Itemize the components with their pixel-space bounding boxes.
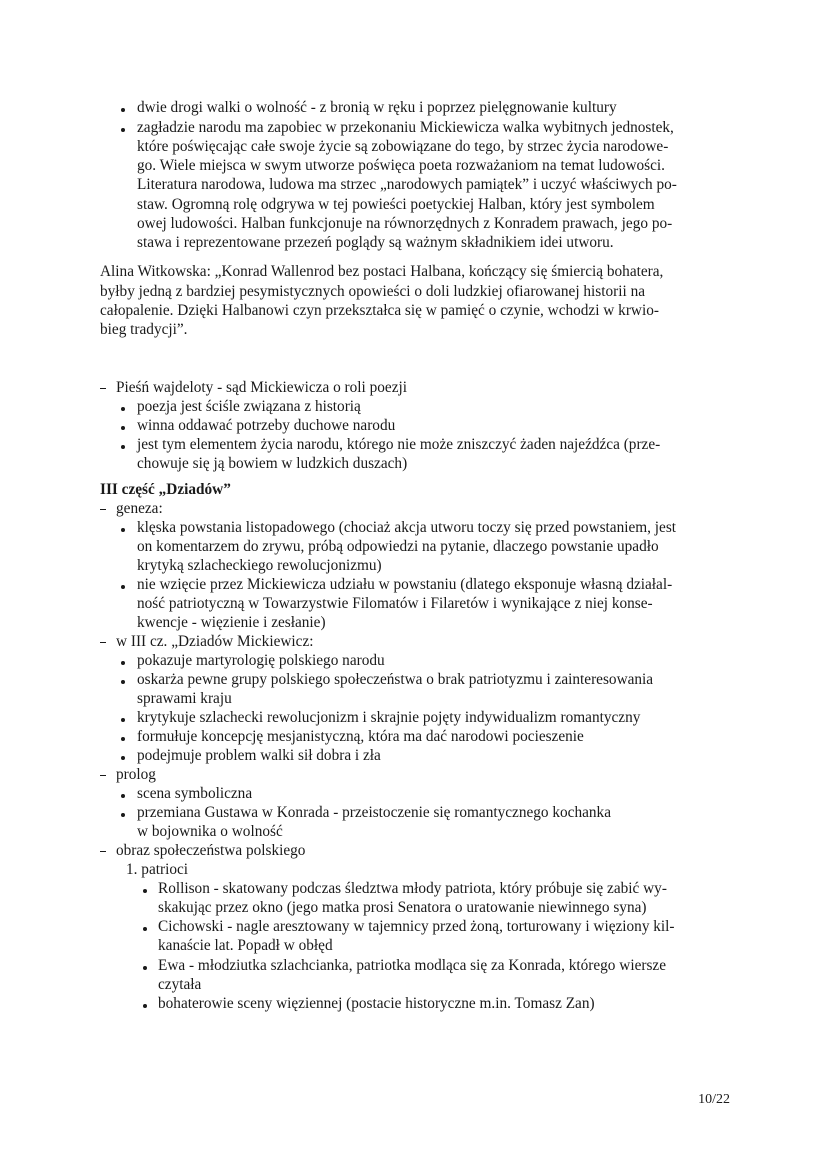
text-line: skakując przez okno (jego matka prosi Senatora o uratowanie niewinnego syna)	[158, 899, 647, 916]
bullet-icon	[121, 108, 125, 112]
text-line: Ewa - młodziutka szlachcianka, patriotka modląca się za Konrada, którego wiersze	[158, 957, 666, 974]
dash-icon	[100, 775, 106, 776]
text-line: scena symboliczna	[137, 785, 253, 802]
text-line: sprawami kraju	[137, 690, 232, 707]
text-line: ność patriotyczną w Towarzystwie Filomatów i Filaretów i wynikające z niej konse-	[137, 595, 653, 612]
text-line: prolog	[116, 766, 156, 783]
text-line: nie wzięcie przez Mickiewicza udziału w powstaniu (dlatego eksponuje własną działal-	[137, 576, 673, 593]
numbered-item: 1. patrioci	[126, 861, 189, 878]
text-line: geneza:	[116, 500, 163, 517]
bullet-icon	[143, 889, 147, 893]
text-line: Pieśń wajdeloty - sąd Mickiewicza o roli poezji	[116, 379, 407, 396]
text-line: chowuje się ją bowiem w ludzkich duszach)	[137, 455, 408, 472]
quote-line: Alina Witkowska: „Konrad Wallenrod bez postaci Halbana, kończący się śmiercią bohatera,	[100, 263, 664, 280]
bullet-icon	[121, 756, 125, 760]
text-line: kwencje - więzienie i zesłanie)	[137, 614, 326, 631]
text-line: zagładzie narodu ma zapobiec w przekonaniu Mickiewicza walka wybitnych jednostek,	[137, 119, 674, 136]
dash-icon	[100, 642, 106, 643]
text-line: Literatura narodowa, ludowa ma strzec „narodowych pamiątek” i uczyć właściwych po-	[137, 176, 677, 193]
text-line: w III cz. „Dziadów Mickiewicz:	[116, 633, 314, 650]
bullet-icon	[121, 718, 125, 722]
text-line: krytyką szlacheckiego rewolucjonizmu)	[137, 557, 382, 574]
bullet-icon	[143, 927, 147, 931]
bullet-icon	[121, 426, 125, 430]
bullet-icon	[121, 528, 125, 532]
text-line: go. Wiele miejsca w swym utworze poświęca poeta rozważaniom na temat ludowości.	[137, 157, 665, 174]
bullet-icon	[121, 445, 125, 449]
text-line: oskarża pewne grupy polskiego społeczeństwa o brak patriotyzmu i zainteresowania	[137, 671, 654, 688]
bullet-icon	[143, 1004, 147, 1008]
text-line: dwie drogi walki o wolność - z bronią w ręku i poprzez pielęgnowanie kultury	[137, 99, 617, 116]
text-line: klęska powstania listopadowego (chociaż akcja utworu toczy się przed powstaniem, jest	[137, 519, 677, 536]
quote-line: bieg tradycji”.	[100, 321, 188, 338]
bullet-icon	[143, 966, 147, 970]
text-line: on komentarzem do zrywu, próbą odpowiedzi na pytanie, dlaczego powstanie upadło	[137, 538, 659, 555]
text-line: podejmuje problem walki sił dobra i zła	[137, 747, 381, 764]
bullet-icon	[121, 794, 125, 798]
text-line: winna oddawać potrzeby duchowe narodu	[137, 417, 396, 434]
bullet-icon	[121, 128, 125, 132]
text-line: jest tym elementem życia narodu, którego nie może zniszczyć żaden najeźdźca (prze-	[137, 436, 661, 453]
bullet-icon	[121, 661, 125, 665]
bullet-icon	[121, 407, 125, 411]
text-line: bohaterowie sceny więziennej (postacie historyczne m.in. Tomasz Zan)	[158, 995, 595, 1012]
text-line: przemiana Gustawa w Konrada - przeistoczenie się romantycznego kochanka	[137, 804, 611, 821]
text-line: stawa i reprezentowane przezeń poglądy są ważnym składnikiem idei utworu.	[137, 234, 614, 251]
bullet-icon	[121, 585, 125, 589]
quote-line: byłby jedną z bardziej pesymistycznych opowieści o doli ludzkiej ofiarowanej historii na	[100, 283, 646, 300]
section-heading: III część „Dziadów”	[100, 481, 231, 498]
text-line: które poświęcając całe swoje życie są zobowiązane do tego, by strzec życia narodowe-	[137, 138, 669, 155]
text-line: poezja jest ściśle związana z historią	[137, 398, 361, 415]
dash-icon	[100, 851, 106, 852]
text-line: formułuje koncepcję mesjanistyczną, która ma dać narodowi pocieszenie	[137, 728, 584, 745]
text-line: obraz społeczeństwa polskiego	[116, 842, 306, 859]
text-line: Cichowski - nagle aresztowany w tajemnicy przed żoną, torturowany i więziony kil-	[158, 918, 675, 935]
text-line: staw. Ogromną rolę odgrywa w tej powieści poetyckiej Halban, który jest symbolem	[137, 196, 655, 213]
dash-icon	[100, 509, 106, 510]
bullet-icon	[121, 680, 125, 684]
text-line: Rollison - skatowany podczas śledztwa młody patriota, który próbuje się zabić wy-	[158, 880, 667, 897]
bullet-icon	[121, 737, 125, 741]
page-number: 10/22	[698, 1092, 730, 1107]
text-line: krytykuje szlachecki rewolucjonizm i skrajnie pojęty indywidualizm romantyczny	[137, 709, 641, 726]
text-line: w bojownika o wolność	[137, 823, 283, 840]
text-line: kanaście lat. Popadł w obłęd	[158, 937, 333, 954]
text-line: czytała	[158, 976, 202, 993]
bullet-icon	[121, 813, 125, 817]
text-line: owej ludowości. Halban funkcjonuje na równorzędnych z Konradem prawach, jego po-	[137, 215, 673, 232]
dash-icon	[100, 388, 106, 389]
text-line: pokazuje martyrologię polskiego narodu	[137, 652, 385, 669]
quote-line: całopalenie. Dzięki Halbanowi czyn przekształca się w pamięć o czynie, wchodzi w krwio-	[100, 302, 659, 319]
